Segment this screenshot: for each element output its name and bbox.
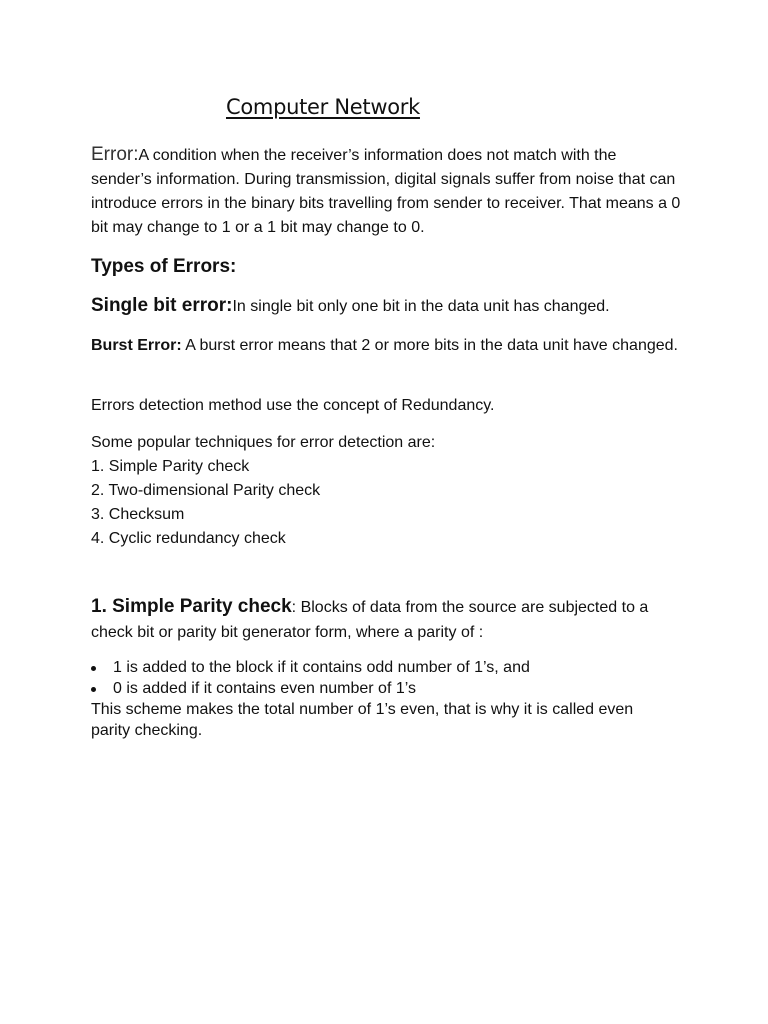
burst-term: Burst Error: (91, 337, 182, 354)
technique-item: 3. Checksum (91, 506, 185, 523)
technique-item: 1. Simple Parity check (91, 458, 250, 475)
bullet-text: 0 is added if it contains even number of 1’s (113, 680, 416, 697)
simple-parity-term: 1. Simple Parity check (91, 596, 292, 617)
techniques-section (91, 431, 681, 551)
single-bit-error-paragraph (91, 294, 681, 319)
types-heading: Types of Errors: (91, 256, 237, 277)
bullet-dot-icon (91, 687, 96, 692)
error-term: Error: (91, 144, 139, 165)
error-definition (91, 143, 681, 240)
error-text: A condition when the receiver’s information does not match with the sender’s information. During transmission, digital signals suffer from noise that can introduce errors in the binary bits travelling from sender to receiver. That means a 0 bit may change to 1 or a 1 bit may change to 0. (91, 147, 681, 236)
technique-item: 2. Two-dimensional Parity check (91, 482, 321, 499)
redundancy-paragraph: Errors detection method use the concept of Redundancy. (91, 397, 495, 414)
list-item (91, 678, 691, 699)
burst-error-paragraph (91, 334, 681, 358)
technique-item: 4. Cyclic redundancy check (91, 530, 286, 547)
page-title: Computer Network (226, 95, 420, 119)
burst-text: A burst error means that 2 or more bits in the data unit have changed. (181, 337, 678, 354)
techniques-intro: Some popular techniques for error detection are: (91, 434, 436, 451)
single-bit-text: In single bit only one bit in the data unit has changed. (232, 298, 610, 315)
bullet-text: 1 is added to the block if it contains odd number of 1’s, and (113, 659, 530, 676)
list-item (91, 657, 691, 678)
parity-conclusion: This scheme makes the total number of 1’s even, that is why it is called even parity checking. (91, 701, 634, 739)
simple-parity-text: : Blocks of data from the source are subjected to a check bit or parity bit generator form, where a parity of : (91, 599, 649, 641)
single-bit-term: Single bit error: (91, 295, 233, 316)
parity-bullet-list (91, 657, 691, 741)
simple-parity-paragraph (91, 594, 681, 645)
bullet-dot-icon (91, 666, 96, 671)
